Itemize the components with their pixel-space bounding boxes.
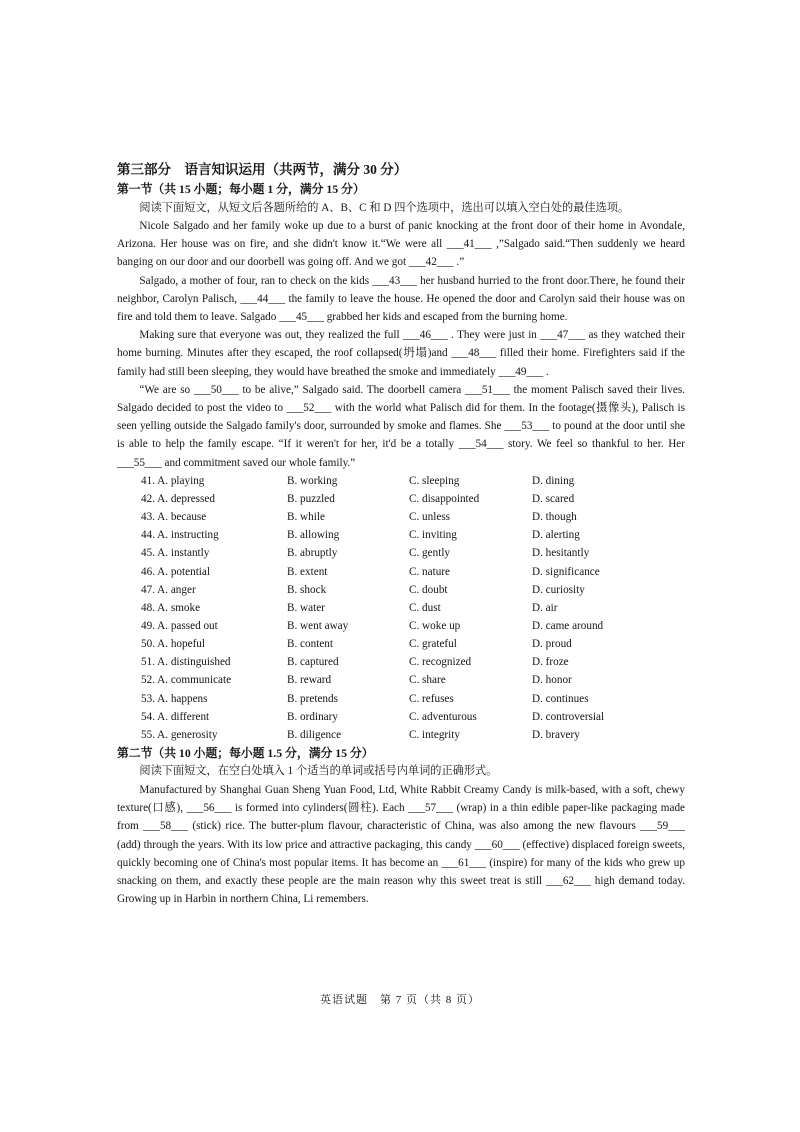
option-b: B. working [287,474,338,487]
option-b: B. diligence [287,728,342,741]
option-b: B. water [287,601,325,614]
section-1-title: 第一节（共 15 小题；每小题 1 分，满分 15 分） [117,182,365,196]
option-b: B. content [287,638,333,651]
section-2-title: 第二节（共 10 小题；每小题 1.5 分，满分 15 分） [117,745,374,760]
option-a: 51. A. distinguished [141,656,231,669]
option-a: 47. A. anger [141,583,196,596]
cloze-paragraph: Nicole Salgado and her family woke up due to a burst of panic knocking at the front door of their home in Avondale, Arizona. Her house was on fire, and she didn't know it.“We were all ___41___ ,”Salgado said.“Then suddenly we heard banging on our door and our doorbell was going off. And we got ___42___ .” [117,220,685,269]
option-a: 55. A. generosity [141,728,218,741]
grammar-passage: Manufactured by Shanghai Guan Sheng Yuan Food, Ltd, White Rabbit Creamy Candy is milk-based, with a soft, chewy texture(口感), ___56___ is formed into cylinders(圆柱). Each ___57___ (wrap) in a thin edible paper-like packaging made from ___58___ (stick) rice. The butter-plum flavour, characteristic of China, was also among the new flavours ___59___ (add) through the years. With its low price and attractive packaging, this candy ___60___ (effective) displaced foreign sweets, quickly becoming one of China's most popular items. It has become an ___61___ (inspire) for many of the kids who grew up snacking on them, and exactly these people are the main reason why this sweet treat is still ___62___ high demand today. Growing up in Harbin in northern China, Li remembers. [117,783,685,906]
option-row [117,508,685,526]
option-c: C. dust [409,601,441,614]
cloze-paragraph: Salgado, a mother of four, ran to check on the kids ___43___ her husband hurried to the front door.There, he found their neighbor, Carolyn Palisch, ___44___ the family to leave the house. He opened the door and Carolyn said their house was on fire and told them to leave. Salgado ___45___ grabbed her kids and escaped from the burning home. [117,274,685,324]
page-footer: 英语试题 第 7 页（共 8 页） [320,994,480,1006]
option-d: D. controversial [532,710,605,723]
option-b: B. allowing [287,529,340,542]
option-c: C. share [409,674,446,687]
option-b: B. abruptly [287,547,338,560]
option-c: C. sleeping [409,474,460,487]
option-d: D. scared [532,492,575,505]
option-d: D. air [532,601,558,614]
option-row [117,690,685,708]
option-a: 42. A. depressed [141,492,215,505]
option-b: B. reward [287,674,332,687]
option-d: D. continues [532,692,589,705]
option-b: B. while [287,511,325,524]
option-row [117,581,685,599]
option-c: C. refuses [409,692,454,705]
option-a: 43. A. because [141,511,207,524]
option-d: D. alerting [532,529,580,542]
option-c: C. recognized [409,656,472,669]
option-c: C. inviting [409,529,457,542]
option-row [117,671,685,689]
option-c: C. integrity [409,728,460,741]
option-d: D. proud [532,638,572,651]
option-c: C. grateful [409,638,457,651]
option-a: 54. A. different [141,710,210,723]
option-row [117,472,685,490]
option-d: D. dining [532,474,575,487]
cloze-paragraph: “We are so ___50___ to be alive,” Salgado said. The doorbell camera ___51___ the moment Palisch saved their lives. Salgado decided to post the video to ___52___ with the world what Palisch did for them. In the footage(摄像头), Palisch is seen yelling outside the Salgado family's door, surrounded by smoke and flames. She ___53___ to pound at the door until she is able to help the family escape. “If it weren't for her, it'd be a totally ___54___ story. We feel so thankful to her. Her ___55___ and commitment saved our whole family.” [117,383,685,469]
option-d: D. though [532,511,577,524]
exam-page [117,160,685,908]
option-b: B. extent [287,565,328,578]
option-a: 49. A. passed out [141,619,218,632]
option-a: 41. A. playing [141,474,205,487]
option-b: B. went away [287,619,349,632]
option-c: C. woke up [409,619,461,632]
option-c: C. unless [409,511,451,524]
option-b: B. shock [287,583,327,596]
section-1-instruction: 阅读下面短文，从短文后各题所给的 A、B、C 和 D 四个选项中，选出可以填入空白处的最佳选项。 [139,201,630,214]
section-3-title: 第三部分 语言知识运用（共两节，满分 30 分） [117,162,408,177]
option-row [117,526,685,544]
option-c: C. nature [409,565,451,578]
option-a: 53. A. happens [141,692,208,705]
option-d: D. significance [532,565,600,578]
option-row [117,617,685,635]
section-2-instruction: 阅读下面短文，在空白处填入 1 个适当的单词或括号内单词的正确形式。 [139,765,498,778]
option-c: C. doubt [409,583,448,596]
option-row [117,653,685,671]
option-b: B. puzzled [287,492,335,505]
option-b: B. ordinary [287,710,338,723]
option-c: C. gently [409,547,451,560]
option-d: D. froze [532,656,569,669]
option-c: C. adventurous [409,710,477,723]
option-row [117,726,685,744]
option-row [117,544,685,562]
cloze-passage [117,217,685,472]
option-d: D. hesitantly [532,547,590,560]
option-a: 46. A. potential [141,565,210,578]
cloze-paragraph: Making sure that everyone was out, they realized the full ___46___ . They were just in ___47___ as they watched their home burning. Minutes after they escaped, the roof collapsed(坍塌)and ___48___ filled their home. Firefighters said if the family had still been sleeping, they would have breathed the smoke and immediately ___49___ . [117,329,685,378]
option-c: C. disappointed [409,492,480,505]
option-row [117,599,685,617]
option-d: D. honor [532,674,572,687]
option-row [117,563,685,581]
option-row [117,490,685,508]
options-table [117,472,685,744]
option-row [117,708,685,726]
option-b: B. pretends [287,692,338,705]
option-a: 44. A. instructing [141,529,219,542]
option-a: 45. A. instantly [141,547,210,560]
option-b: B. captured [287,656,339,669]
option-d: D. bravery [532,728,580,741]
option-a: 50. A. hopeful [141,638,206,651]
option-row [117,635,685,653]
option-d: D. curiosity [532,583,585,596]
option-d: D. came around [532,619,604,632]
option-a: 48. A. smoke [141,601,201,614]
option-a: 52. A. communicate [141,674,232,687]
